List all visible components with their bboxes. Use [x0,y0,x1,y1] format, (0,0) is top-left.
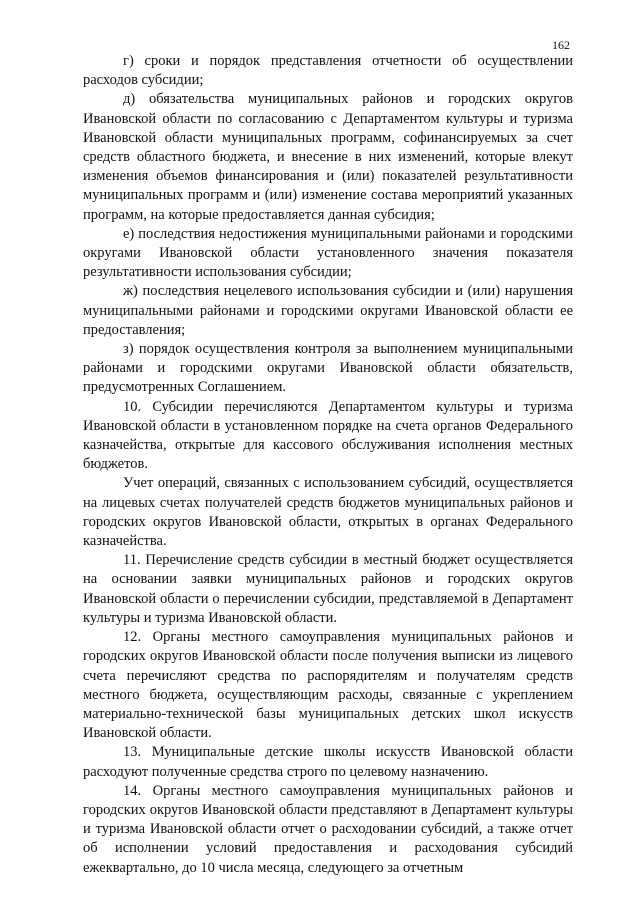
paragraph-d: д) обязательства муниципальных районов и городских округов Ивановской области по согласованию с Департаментом культуры и туризма Ивановской области муниципальных программ, софинансируемых за счет средств областного бюджета, и внесение в них изменений, которые влекут изменения объемов финансирования и (или) показателей результативности муниципальных программ и (или) изменение состава мероприятий указанных программ, на которые предоставляется данная субсидия; [83,91,573,223]
paragraph-accounting: Учет операций, связанных с использованием субсидий, осуществляется на лицевых счетах получателей средств бюджетов муниципальных районов и городских округов Ивановской области, открытых в органах Федерального казначейства. [83,475,573,550]
paragraph-12: 12. Органы местного самоуправления муниципальных районов и городских округов Ивановской области после получения выписки из лицевого счета перечисляют средства по распорядителям и получателям средств местного бюджета, осуществляющим расходы, связанные с укреплением материально-технической базы муниципальных детских школ искусств Ивановской области. [83,629,573,742]
paragraph-e: е) последствия недостижения муниципальными районами и городскими округами Ивановской области установленного значения показателя результативности использования субсидии; [83,225,573,281]
paragraph-11: 11. Перечисление средств субсидии в местный бюджет осуществляется на основании заявки муниципальных районов и городских округов Ивановской области о перечислении субсидии, представляемой в Департамент культуры и туризма Ивановской области. [83,552,573,626]
paragraph-z: з) порядок осуществления контроля за выполнением муниципальными районами и городскими округами Ивановской области обязательств, предусмотренных Соглашением. [83,341,573,396]
paragraph-14: 14. Органы местного самоуправления муниципальных районов и городских округов Ивановской области представляют в Департамент культуры и туризма Ивановской области отчет о расходовании субсидий, а также отчет об исполнении условий предоставления и расходования субсидий ежеквартально, до 10 числа месяца, следующего за отчетным [83,782,573,876]
paragraph-g: г) сроки и порядок представления отчетности об осуществлении расходов субсидии; [83,53,573,89]
page-number: 162 [552,38,570,52]
paragraph-10: 10. Субсидии перечисляются Департаментом культуры и туризма Ивановской области в установленном порядке на счета органов Федерального казначейства, открытые для кассового обслуживания исполнения местных бюджетов. [83,398,573,473]
paragraph-13: 13. Муниципальные детские школы искусств Ивановской области расходуют полученные средства строго по целевому назначению. [83,744,573,780]
page-body [83,52,573,878]
paragraph-zh: ж) последствия нецелевого использования субсидии и (или) нарушения муниципальными районами и городскими округами Ивановской области ее предоставления; [83,283,573,338]
